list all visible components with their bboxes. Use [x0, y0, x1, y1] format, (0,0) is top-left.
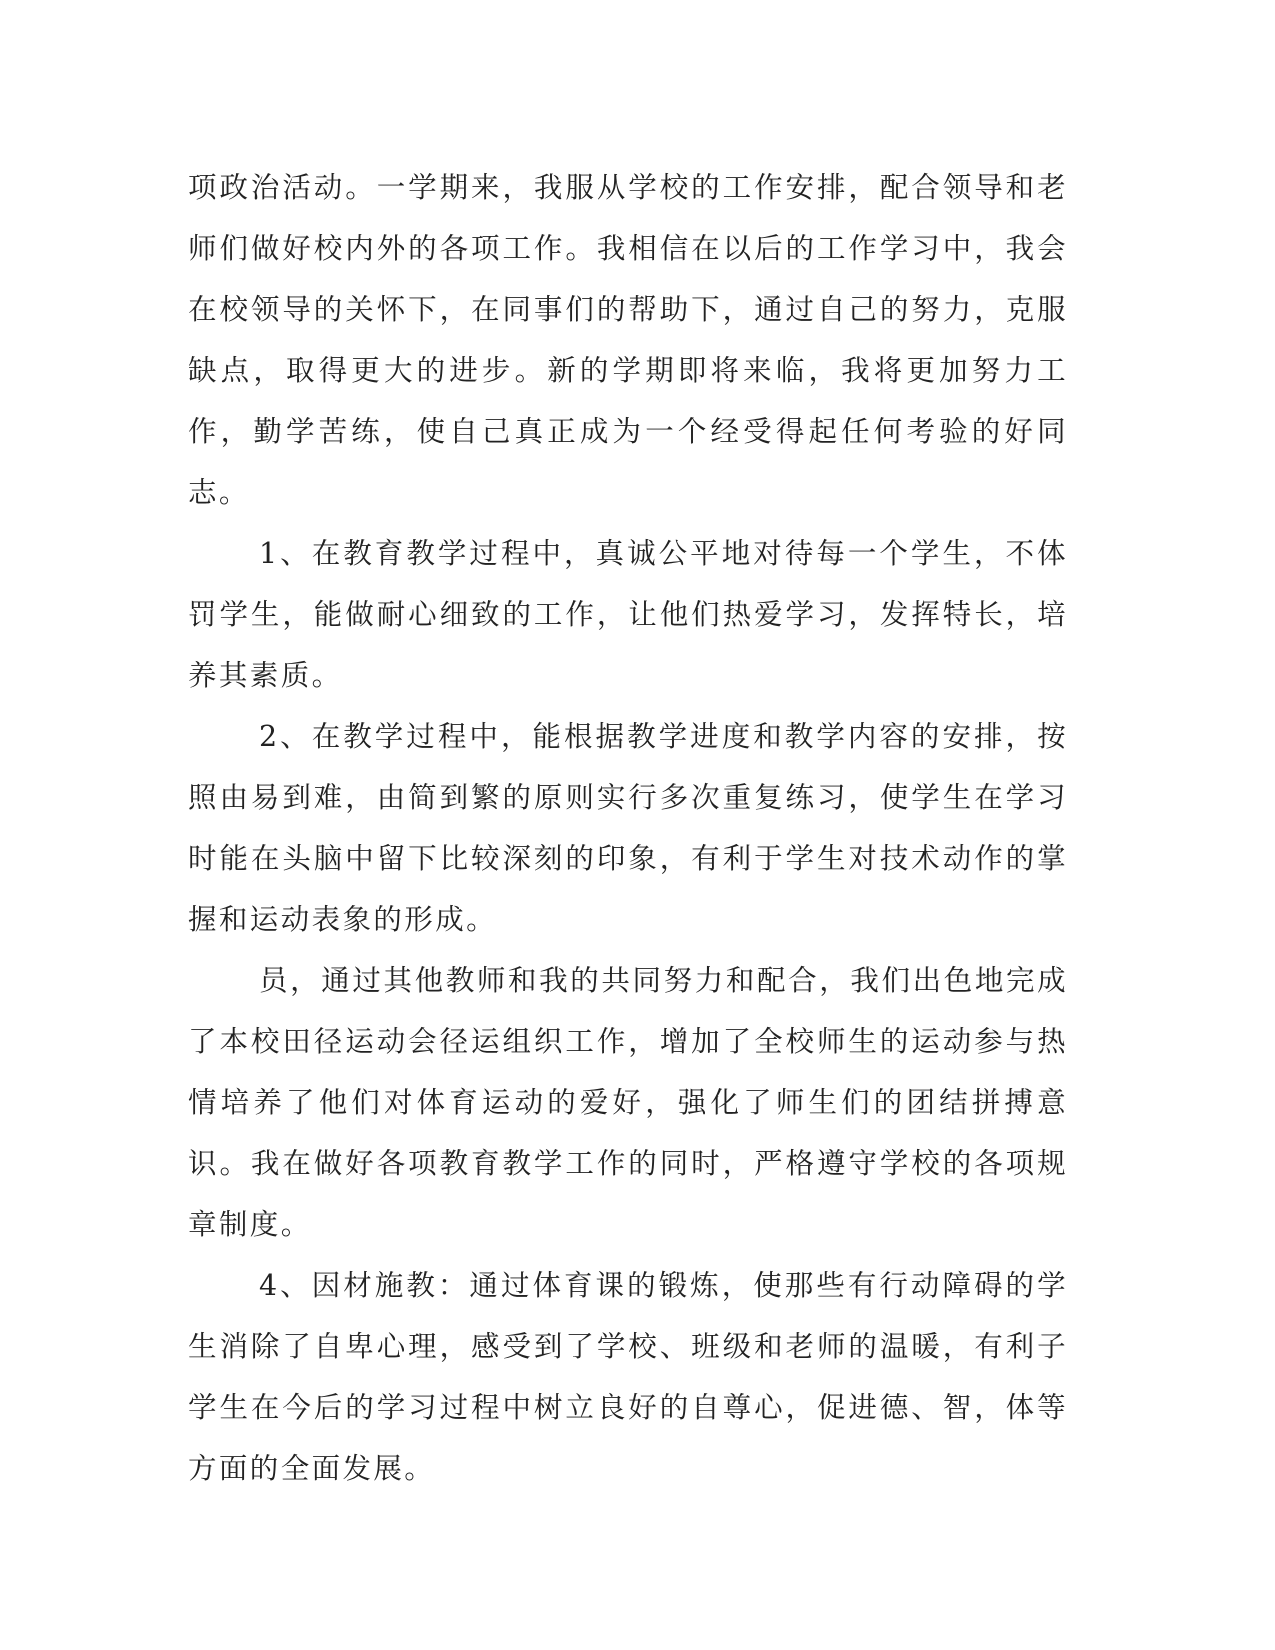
paragraph-3: 2、在教学过程中，能根据教学进度和教学内容的安排，按照由易到难，由简到繁的原则实行多次重复练习，使学生在学习时能在头脑中留下比较深刻的印象，有利于学生对技术动作的掌握和运动表象的形成。 [188, 720, 1068, 936]
document-body [188, 157, 1068, 1499]
paragraph-1: 项政治活动。一学期来，我服从学校的工作安排，配合领导和老师们做好校内外的各项工作。我相信在以后的工作学习中，我会在校领导的关怀下，在同事们的帮助下，通过自己的努力，克服缺点，取得更大的进步。新的学期即将来临，我将更加努力工作，勤学苦练，使自己真正成为一个经受得起任何考验的好同志。 [188, 171, 1068, 509]
paragraph-2: 1、在教育教学过程中，真诚公平地对待每一个学生，不体罚学生，能做耐心细致的工作，让他们热爱学习，发挥特长，培养其素质。 [188, 537, 1068, 692]
paragraph-4: 员，通过其他教师和我的共同努力和配合，我们出色地完成了本校田径运动会径运组织工作，增加了全校师生的运动参与热情培养了他们对体育运动的爱好，强化了师生们的团结拼搏意识。我在做好各项教育教学工作的同时，严格遵守学校的各项规章制度。 [188, 964, 1068, 1241]
paragraph-5: 4、因材施教：通过体育课的锻炼，使那些有行动障碍的学生消除了自卑心理，感受到了学校、班级和老师的温暖，有利子学生在今后的学习过程中树立良好的自尊心，促进德、智，体等方面的全面发展。 [188, 1269, 1068, 1485]
